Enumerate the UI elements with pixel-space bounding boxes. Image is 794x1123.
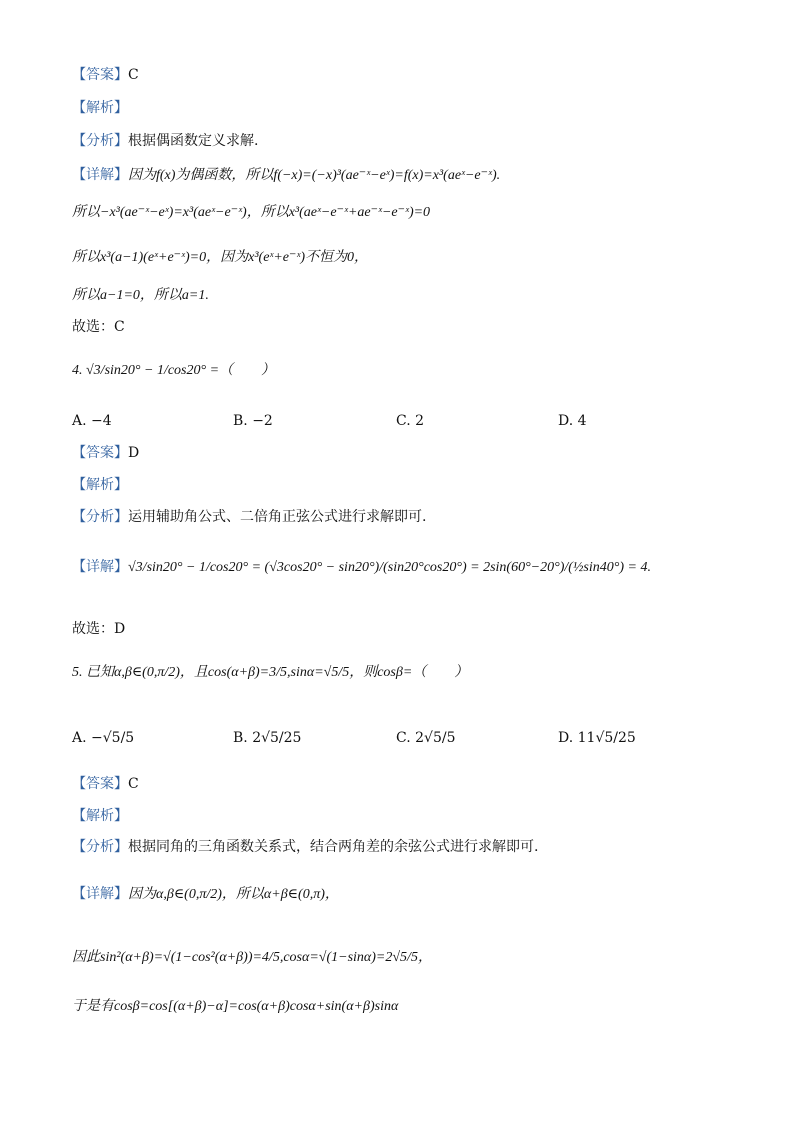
detail-line-1 <box>72 887 339 902</box>
answer-value: C <box>128 67 139 83</box>
detail-line-2: 所以−x³(ae⁻ˣ−eˣ)=x³(aeˣ−e⁻ˣ)，所以x³(aeˣ−e⁻ˣ+ae⁻ˣ−e⁻ˣ)=0 <box>72 205 431 220</box>
fenxi-text: 根据同角的三角函数关系式，结合两角差的余弦公式进行求解即可. <box>128 839 539 855</box>
option-d: D. 4 <box>558 413 587 429</box>
question-4-stem: 4. √3/sin20° − 1/cos20° =（ ） <box>72 363 276 378</box>
analysis-heading <box>72 809 128 823</box>
detail-line-3: 所以x³(a−1)(eˣ+e⁻ˣ)=0，因为x³(eˣ+e⁻ˣ)不恒为0， <box>72 250 369 265</box>
fenxi-tag: 【分析】 <box>72 133 128 149</box>
fenxi-line <box>72 510 426 524</box>
formula-text: 因为α,β∈(0,π/2)，所以α+β∈(0,π)， <box>128 887 339 902</box>
answer-tag: 【答案】 <box>72 776 128 792</box>
detail-tag: 【详解】 <box>72 167 128 183</box>
detail-line <box>72 560 651 575</box>
option-b: B. 2√5/25 <box>233 730 302 746</box>
analysis-tag: 【解析】 <box>72 100 128 116</box>
option-c: C. 2√5/5 <box>396 730 456 746</box>
detail-line-2: 因此sin²(α+β)=√(1−cos²(α+β))=4/5,cosα=√(1−sinα)=2√5/5， <box>72 950 432 965</box>
analysis-tag: 【解析】 <box>72 477 128 493</box>
answer-line <box>72 446 139 460</box>
analysis-heading <box>72 101 128 115</box>
detail-tag: 【详解】 <box>72 886 128 902</box>
option-a: A. −√5/5 <box>72 730 135 746</box>
option-a: A. −4 <box>72 413 112 429</box>
answer-tag: 【答案】 <box>72 445 128 461</box>
fenxi-line <box>72 134 258 148</box>
final-choice: 故选：C <box>72 319 125 335</box>
answer-value: C <box>128 776 139 792</box>
answer-line <box>72 68 139 82</box>
detail-line-1 <box>72 168 500 183</box>
answer-value: D <box>128 445 140 461</box>
formula-text: √3/sin20° − 1/cos20° = (√3cos20° − sin20°)/(sin20°cos20°) = 2sin(60°−20°)/(½sin40°) = 4. <box>128 560 651 575</box>
option-c: C. 2 <box>396 413 425 429</box>
fenxi-line <box>72 840 538 854</box>
detail-tag: 【详解】 <box>72 559 128 575</box>
question-5-stem: 5. 已知α,β∈(0,π/2)，且cos(α+β)=3/5,sinα=√5/5，则cosβ=（ ） <box>72 665 469 680</box>
fenxi-tag: 【分析】 <box>72 509 128 525</box>
answer-line <box>72 777 139 791</box>
fenxi-text: 运用辅助角公式、二倍角正弦公式进行求解即可. <box>128 509 427 525</box>
analysis-tag: 【解析】 <box>72 808 128 824</box>
detail-line-4: 所以a−1=0，所以a=1. <box>72 288 209 303</box>
answer-tag: 【答案】 <box>72 67 128 83</box>
fenxi-text: 根据偶函数定义求解. <box>128 133 259 149</box>
analysis-heading <box>72 478 128 492</box>
detail-line-3: 于是有cosβ=cos[(α+β)−α]=cos(α+β)cosα+sin(α+β)sinα <box>72 999 399 1014</box>
option-b: B. −2 <box>233 413 273 429</box>
fenxi-tag: 【分析】 <box>72 839 128 855</box>
option-d: D. 11√5/25 <box>558 730 636 746</box>
formula-text: 因为f(x)为偶函数，所以f(−x)=(−x)³(ae⁻ˣ−eˣ)=f(x)=x³(aeˣ−e⁻ˣ). <box>128 168 501 183</box>
final-choice: 故选：D <box>72 621 126 637</box>
